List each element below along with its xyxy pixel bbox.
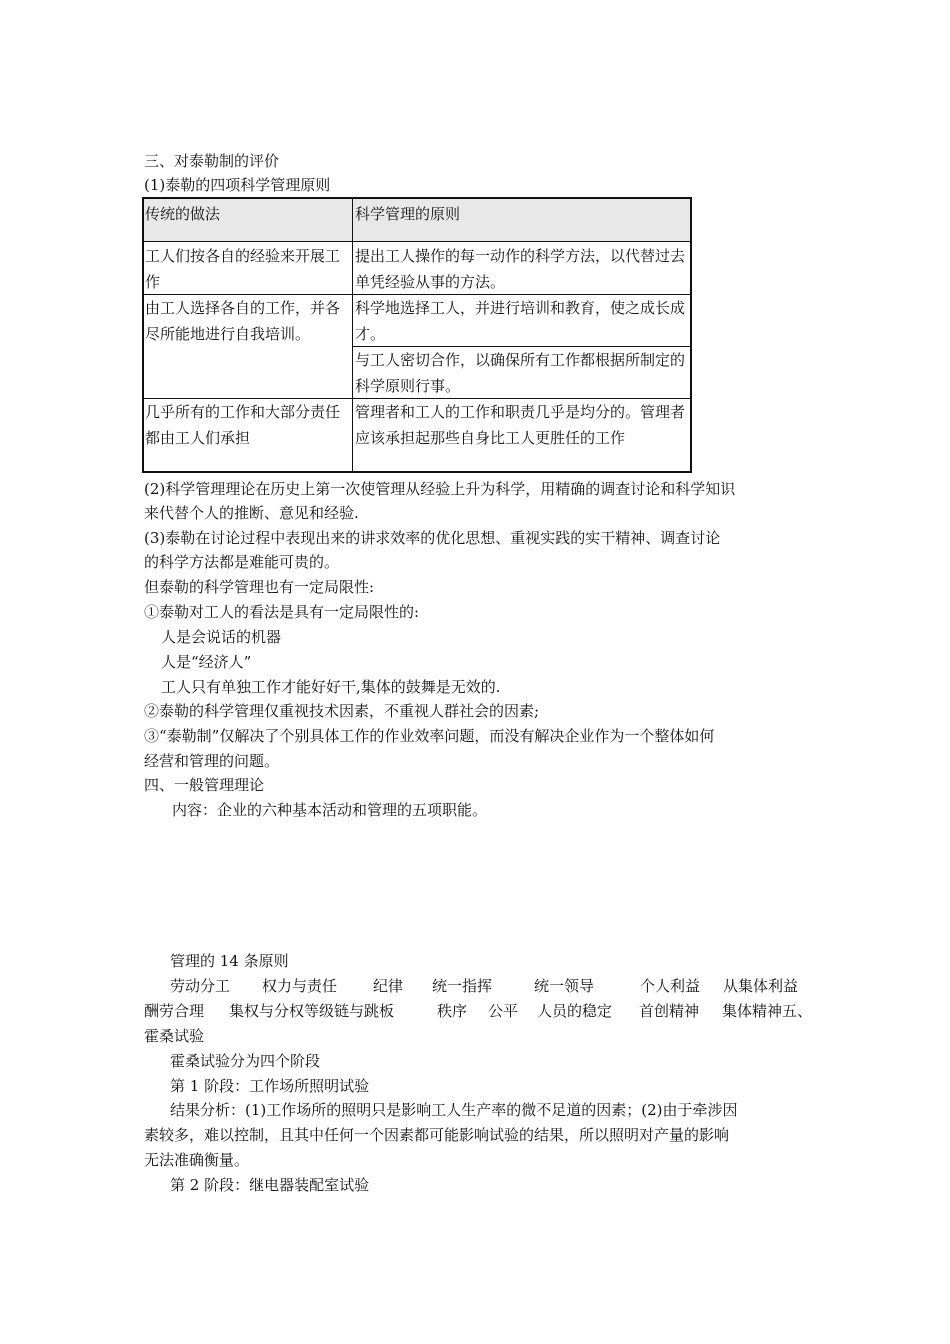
principle-item: 首创精神 — [639, 1002, 700, 1020]
table-divider — [144, 294, 690, 295]
paragraph-line: 但泰勒的科学管理也有一定局限性: — [144, 578, 375, 596]
principle-item: 纪律 — [373, 977, 404, 995]
list-item: ③“泰勒制”仅解决了个别具体工作的作业效率问题，而没有解决企业作为一个整体如何 — [144, 727, 715, 745]
principle-item: 劳动分工 — [170, 977, 231, 995]
paragraph-line: 第 2 阶段：继电器装配室试验 — [170, 1176, 370, 1194]
principle-item: 集体精神五、 — [722, 1002, 813, 1020]
table-cell: 几乎所有的工作和大部分责任都由工人们承担 — [145, 403, 341, 447]
list-item: 经营和管理的问题。 — [144, 752, 280, 770]
paragraph-line: 结果分析：(1)工作场所的照明只是影响工人生产率的微不足道的因素；(2)由于牵涉因 — [170, 1101, 738, 1119]
paragraph-line: 无法准确衡量。 — [144, 1151, 250, 1169]
section-title: 四、一般管理理论 — [144, 776, 265, 794]
principle-item: 公平 — [488, 1002, 519, 1020]
paragraph-line: (3)泰勒在讨论过程中表现出来的讲求效率的优化思想、重视实践的实干精神、调查讨论 — [144, 529, 721, 547]
principle-item: 霍桑试验 — [144, 1027, 205, 1045]
principle-item: 酬劳合理 — [144, 1002, 205, 1020]
paragraph-line: 素较多，难以控制，且其中任何一个因素都可能影响试验的结果，所以照明对产量的影响 — [144, 1126, 730, 1144]
principle-item: 个人利益 — [640, 977, 701, 995]
table-header-scientific: 科学管理的原则 — [355, 205, 461, 223]
principle-item: 人员的稳定 — [537, 1002, 613, 1020]
table-cell: 与工人密切合作，以确保所有工作都根据所制定的科学原则行事。 — [355, 351, 686, 395]
section-title: 三、对泰勒制的评价 — [144, 152, 280, 170]
paragraph-line: 的科学方法都是难能可贵的。 — [144, 553, 340, 571]
list-subitem: 人是会说话的机器 — [161, 628, 282, 646]
table-divider — [352, 346, 690, 347]
table-cell: 管理者和工人的工作和职责几乎是均分的。管理者应该承担起那些自身比工人更胜任的工作 — [355, 403, 686, 447]
table-divider — [144, 398, 690, 399]
list-item: ①泰勒对工人的看法是具有一定局限性的: — [144, 603, 420, 621]
list-subitem: 人是“经济人” — [161, 653, 252, 671]
paragraph-line: (2)科学管理理论在历史上第一次使管理从经验上升为科学，用精确的调查讨论和科学知识 — [144, 480, 736, 498]
paragraph-line: 来代替个人的推断、意见和经验. — [144, 504, 359, 522]
principle-item: 从集体利益 — [723, 977, 799, 995]
table-cell: 科学地选择工人，并进行培训和教育，使之成长成才。 — [355, 299, 686, 343]
principles-title: 管理的 14 条原则 — [170, 952, 289, 970]
principle-item: 统一指挥 — [432, 977, 493, 995]
principle-item: 统一领导 — [534, 977, 595, 995]
principles-table — [142, 197, 692, 473]
table-cell: 提出工人操作的每一动作的科学方法，以代替过去单凭经验从事的方法。 — [355, 247, 686, 291]
principle-item: 集权与分权等级链与跳板 — [229, 1002, 395, 1020]
paragraph-line: 第 1 阶段：工作场所照明试验 — [170, 1077, 370, 1095]
paragraph-line: 内容：企业的六种基本活动和管理的五项职能。 — [172, 801, 488, 819]
principle-item: 秩序 — [437, 1002, 468, 1020]
list-item: ②泰勒的科学管理仅重视技术因素，不重视人群社会的因素; — [144, 702, 540, 720]
list-subitem: 工人只有单独工作才能好好干,集体的鼓舞是无效的. — [161, 678, 501, 696]
table-cell: 工人们按各自的经验来开展工作 — [145, 247, 341, 291]
table-cell: 由工人选择各自的工作，并各尽所能地进行自我培训。 — [145, 299, 341, 343]
paragraph-line: 霍桑试验分为四个阶段 — [170, 1052, 321, 1070]
principle-item: 权力与责任 — [262, 977, 338, 995]
subsection-title: (1)泰勒的四项科学管理原则 — [144, 176, 331, 194]
table-divider — [352, 199, 353, 471]
table-divider — [144, 241, 690, 242]
table-header-traditional: 传统的做法 — [145, 205, 221, 223]
